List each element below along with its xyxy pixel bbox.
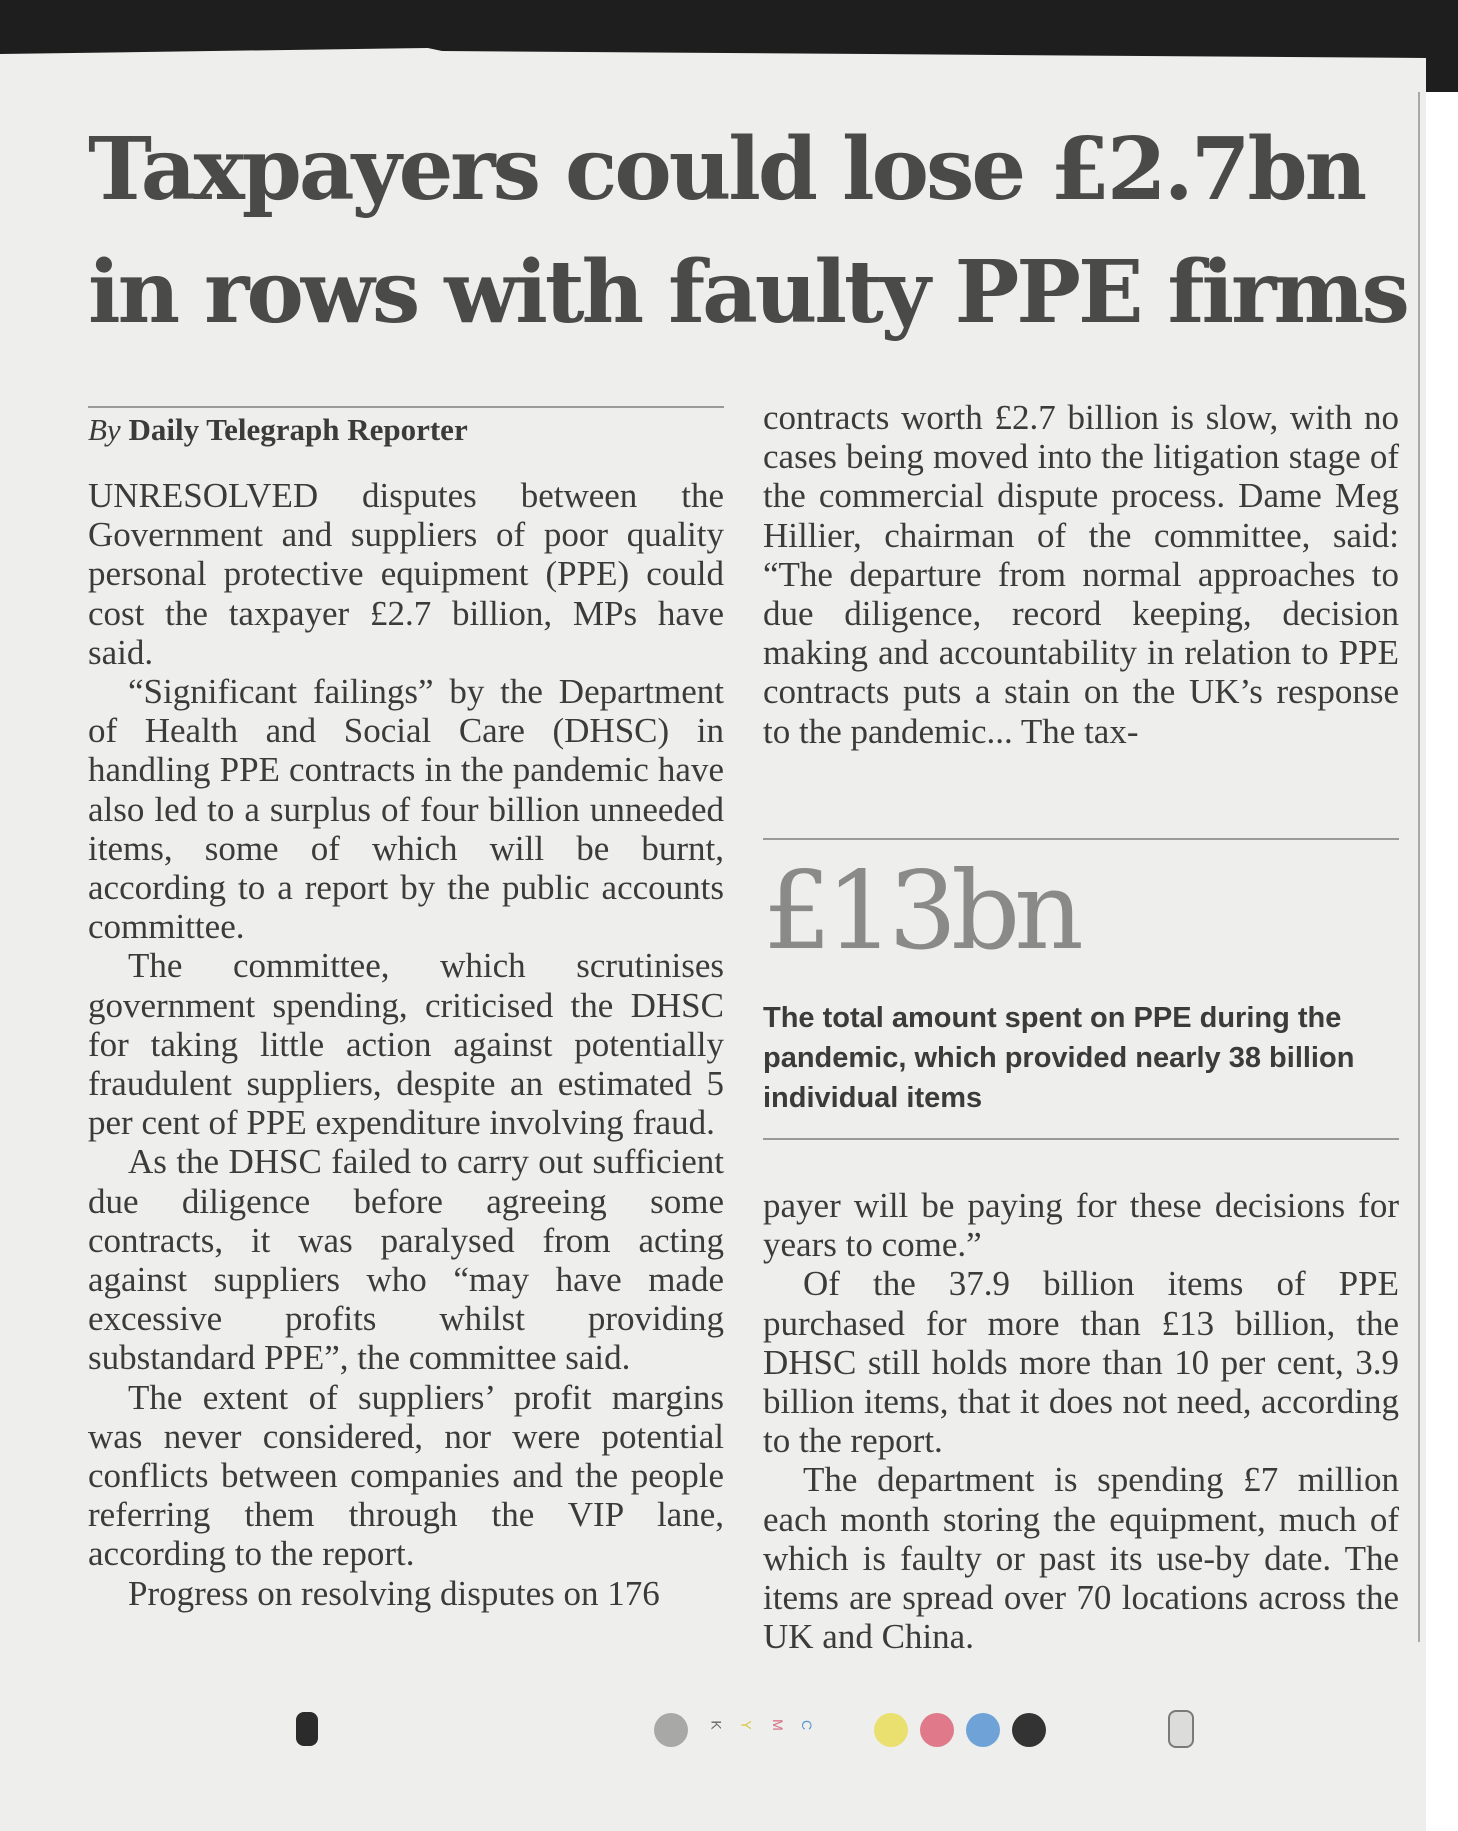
byline-rule — [88, 406, 724, 408]
staple-hole — [296, 1712, 318, 1746]
factbox-caption: The total amount spent on PPE during the pandemic, which provided nearly 38 billion individual items — [763, 1002, 1355, 1114]
column-rule — [1418, 92, 1420, 1642]
print-registration-marks — [650, 1705, 1070, 1745]
paragraph: The extent of suppliers’ profit margins was never considered, nor were potential conflicts between companies and the people referring them through the VIP lane, according to the report. — [88, 1377, 724, 1574]
paragraph: payer will be paying for these decisions for years to come.” — [763, 1186, 1399, 1265]
byline — [88, 412, 468, 448]
headline — [88, 108, 1408, 354]
paragraph: UNRESOLVED disputes between the Government and suppliers of poor quality personal protective equipment (PPE) could cost the taxpayer £2.7 billion, MPs have said. — [88, 476, 724, 672]
paragraph: The committee, which scrutinises government spending, criticised the DHSC for taking little action against potentially fraudulent suppliers, despite an estimated 5 per cent of PPE expenditure involving fraud. — [88, 946, 724, 1143]
registration-dot — [874, 1713, 908, 1747]
paragraph: As the DHSC failed to carry out sufficient due diligence before agreeing some contracts, it was paralysed from acting against suppliers who “may have made excessive profits whilst providing substandard PPE”, the committee said. — [88, 1142, 724, 1378]
registration-dot — [966, 1713, 1000, 1747]
article-left-column — [88, 476, 724, 1613]
registration-letter: C — [799, 1719, 816, 1731]
factbox-top-rule — [763, 838, 1399, 840]
paragraph: Of the 37.9 billion items of PPE purchased for more than £13 billion, the DHSC still holds more than 10 per cent, 3.9 billion items, that it does not need, according to the report. — [763, 1264, 1399, 1461]
paragraph: Progress on resolving disputes on 176 — [128, 1573, 660, 1613]
registration-letter: M — [769, 1719, 786, 1731]
article-right-column-top — [763, 398, 1399, 751]
headline-line-1: Taxpayers could lose £2.7bn — [88, 119, 1365, 220]
factbox-bottom-rule — [763, 1138, 1399, 1140]
paragraph: The department is spending £7 million each month storing the equipment, much of which is faulty or past its use-by date. The items are spread over 70 locations across the UK and China. — [763, 1460, 1399, 1657]
factbox-figure: £13bn — [763, 849, 1078, 974]
byline-author: Daily Telegraph Reporter — [128, 412, 468, 447]
registration-dot — [654, 1713, 688, 1747]
staple-hole — [1168, 1710, 1194, 1748]
registration-letter: K — [708, 1720, 725, 1730]
paragraph: contracts worth £2.7 billion is slow, with no cases being moved into the litigation stage of the commercial dispute process. Dame Meg Hillier, chairman of the committee, said: “The departure from normal approaches to due diligence, record keeping, decision making and accountability in relation to PPE contracts puts a stain on the UK’s response to the pandemic... The tax- — [763, 398, 1399, 751]
byline-prefix: By — [88, 412, 121, 447]
headline-line-2: in rows with faulty PPE firms — [88, 242, 1407, 343]
registration-dot — [1012, 1713, 1046, 1747]
registration-dot — [920, 1713, 954, 1747]
paragraph: “Significant failings” by the Department of Health and Social Care (DHSC) in handling PPE contracts in the pandemic have also led to a surplus of four billion unneeded items, some of which will be burnt, according to a report by the public accounts committee. — [88, 672, 724, 947]
registration-letter: Y — [738, 1720, 755, 1730]
article-right-column-bottom — [763, 1186, 1399, 1656]
